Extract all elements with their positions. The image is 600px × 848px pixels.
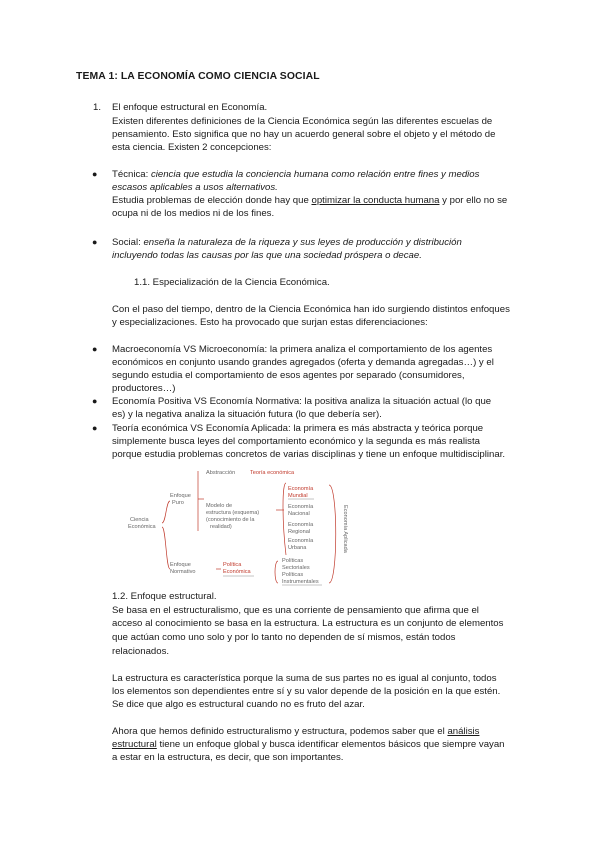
- diagram-enfoque-puro: Enfoque: [170, 493, 191, 499]
- paragraph-line: Con el paso del tiempo, dentro de la Ciencia Económica han ido surgiendo distintos enfoques: [112, 304, 510, 315]
- tecnica-line-3: [112, 194, 507, 208]
- paragraph-line: que actúan como uno solo y por lo tanto no dependen de sí mismos, están todos: [112, 632, 456, 643]
- connector-line: [283, 483, 286, 555]
- tecnica-line-1: [112, 168, 479, 182]
- diagram-econ-nacional: Nacional: [288, 511, 310, 517]
- social-definition: enseña la naturaleza de la riqueza y sus leyes de producción y distribución: [143, 237, 462, 248]
- diagram-enfoque-puro: Puro: [172, 500, 184, 506]
- list-item: Macroeconomía VS Microeconomía: la primera analiza el comportamiento de los agentes: [112, 344, 493, 355]
- list-item: Economía Positiva VS Economía Normativa: la positiva analiza la situación actual (lo que: [112, 396, 492, 407]
- paragraph-line: Se dice que algo es estructural cuando no es fruto del azar.: [112, 699, 365, 710]
- page-title: TEMA 1: LA ECONOMÍA COMO CIENCIA SOCIAL: [76, 71, 320, 82]
- connector-line: [329, 485, 336, 583]
- list-item: simplemente busca leyes del comportamiento económico y la segunda es más realista: [112, 436, 480, 447]
- diagram-politicas-sectoriales: Sectoriales: [282, 565, 310, 571]
- connector-line: [162, 527, 170, 569]
- text-span: Estudia problemas de elección donde hay que: [112, 195, 312, 206]
- text-span: tiene un enfoque global y busca identificar elementos básicos que siempre vayan: [156, 739, 505, 750]
- tecnica-definition: ciencia que estudia la conciencia humana como relación entre fines y medios: [150, 169, 480, 180]
- paragraph-line: Existen diferentes definiciones de la Ciencia Económica según las diferentes escuelas de: [112, 116, 493, 127]
- diagram-politica-economica: Política: [223, 562, 242, 568]
- paragraph-line: Se basa en el estructuralismo, que es una corriente de pensamiento que afirma que el: [112, 605, 479, 616]
- social-label: Social:: [112, 237, 144, 248]
- paragraph-line: y especializaciones. Esto ha provocado que surjan estas diferenciaciones:: [112, 317, 428, 328]
- social-definition-cont: incluyendo todas las causas por las que una sociedad próspera o decae.: [112, 250, 422, 261]
- list-item: económicos en conjunto usando grandes agregados (oferta y demanda agregadas…) y el: [112, 357, 494, 368]
- bullet-icon: ●: [92, 237, 98, 247]
- tecnica-definition-cont: escasos aplicables a usos alternativos.: [112, 182, 278, 193]
- paragraph-line: los elementos son dependientes entre sí y su valor depende de la posición en la que estén.: [112, 686, 501, 697]
- tecnica-line-4: ocupa ni de los medios ni de los fines.: [112, 208, 275, 219]
- subsection-heading: 1.2. Enfoque estructural.: [112, 591, 217, 602]
- diagram-ciencia: Económica: [128, 524, 156, 530]
- paragraph-line: [112, 738, 505, 752]
- underlined-term: análisis: [447, 726, 480, 737]
- diagram-modelo: Modelo de: [206, 503, 233, 509]
- list-item: productores…): [112, 383, 176, 394]
- paragraph-line: La estructura es característica porque la suma de sus partes no es igual al conjunto, todos: [112, 673, 497, 684]
- diagram-econ-mundial: Economía: [288, 486, 314, 492]
- diagram-enfoque-normativo: Enfoque: [170, 562, 191, 568]
- paragraph-line: pensamiento. Esto significa que no hay un acuerdo general sobre el objeto y el método de: [112, 129, 496, 140]
- social-line-1: [112, 236, 462, 250]
- bullet-icon: ●: [92, 423, 98, 433]
- economics-diagram: [126, 465, 366, 590]
- underlined-term: optimizar la conducta humana: [311, 195, 440, 206]
- diagram-vertical-label: Economía Aplicada: [342, 505, 348, 553]
- connector-line: [162, 501, 170, 523]
- text-span: y por ello no se: [439, 195, 508, 206]
- diagram-modelo: (conocimiento de la: [206, 517, 255, 523]
- diagram-econ-urbana: Economía: [288, 538, 314, 544]
- connector-line: [275, 561, 278, 583]
- diagram-politicas-sectoriales: Políticas: [282, 558, 304, 564]
- list-item: porque estudia problemas concretos de varias disciplinas y tiene un enfoque multidisciplinar.: [112, 449, 506, 460]
- diagram-econ-mundial: Mundial: [288, 493, 308, 499]
- paragraph-line: esta ciencia. Existen 2 concepciones:: [112, 142, 272, 153]
- section-heading: El enfoque estructural en Economía.: [112, 102, 268, 113]
- subsection-heading: 1.1. Especialización de la Ciencia Económica.: [134, 277, 330, 288]
- bullet-icon: ●: [92, 396, 98, 406]
- diagram-politicas-instrumentales: Instrumentales: [282, 579, 319, 585]
- underlined-term: estructural: [112, 739, 157, 750]
- bullet-icon: ●: [92, 169, 98, 179]
- tecnica-label: Técnica:: [112, 169, 151, 180]
- paragraph-line: a estar en la estructura, es decir, que son importantes.: [112, 752, 344, 763]
- diagram-abstraccion: Abstracción: [206, 470, 236, 476]
- diagram-modelo: realidad): [210, 524, 232, 530]
- list-item: es) y la negativa analiza la situación futura (lo que debería ser).: [112, 409, 382, 420]
- diagram-econ-nacional: Economía: [288, 504, 314, 510]
- diagram-econ-regional: Regional: [288, 529, 311, 535]
- diagram-politicas-instrumentales: Políticas: [282, 572, 304, 578]
- diagram-econ-regional: Economía: [288, 522, 314, 528]
- diagram-ciencia: Ciencia: [130, 517, 149, 523]
- paragraph-line: [112, 725, 479, 739]
- diagram-teoria: Teoría económica: [250, 470, 295, 476]
- diagram-econ-urbana: Urbana: [288, 545, 307, 551]
- paragraph-line: acceso al conocimiento se basa en la estructura. La estructura es un conjunto de elementos: [112, 618, 504, 629]
- bullet-icon: ●: [92, 344, 98, 354]
- section-number: 1.: [93, 102, 102, 113]
- paragraph-line: relacionados.: [112, 646, 170, 657]
- diagram-enfoque-normativo: Normativo: [170, 569, 196, 575]
- text-span: Ahora que hemos definido estructuralismo y estructura, podemos saber que el: [112, 726, 448, 737]
- diagram-politica-economica: Económica: [223, 569, 251, 575]
- list-item: segundo estudia el comportamiento de esos agentes por separado (consumidores,: [112, 370, 465, 381]
- diagram-modelo: estructura (esquema): [206, 510, 260, 516]
- list-item: Teoría económica VS Economía Aplicada: la primera es más abstracta y teórica porque: [112, 423, 484, 434]
